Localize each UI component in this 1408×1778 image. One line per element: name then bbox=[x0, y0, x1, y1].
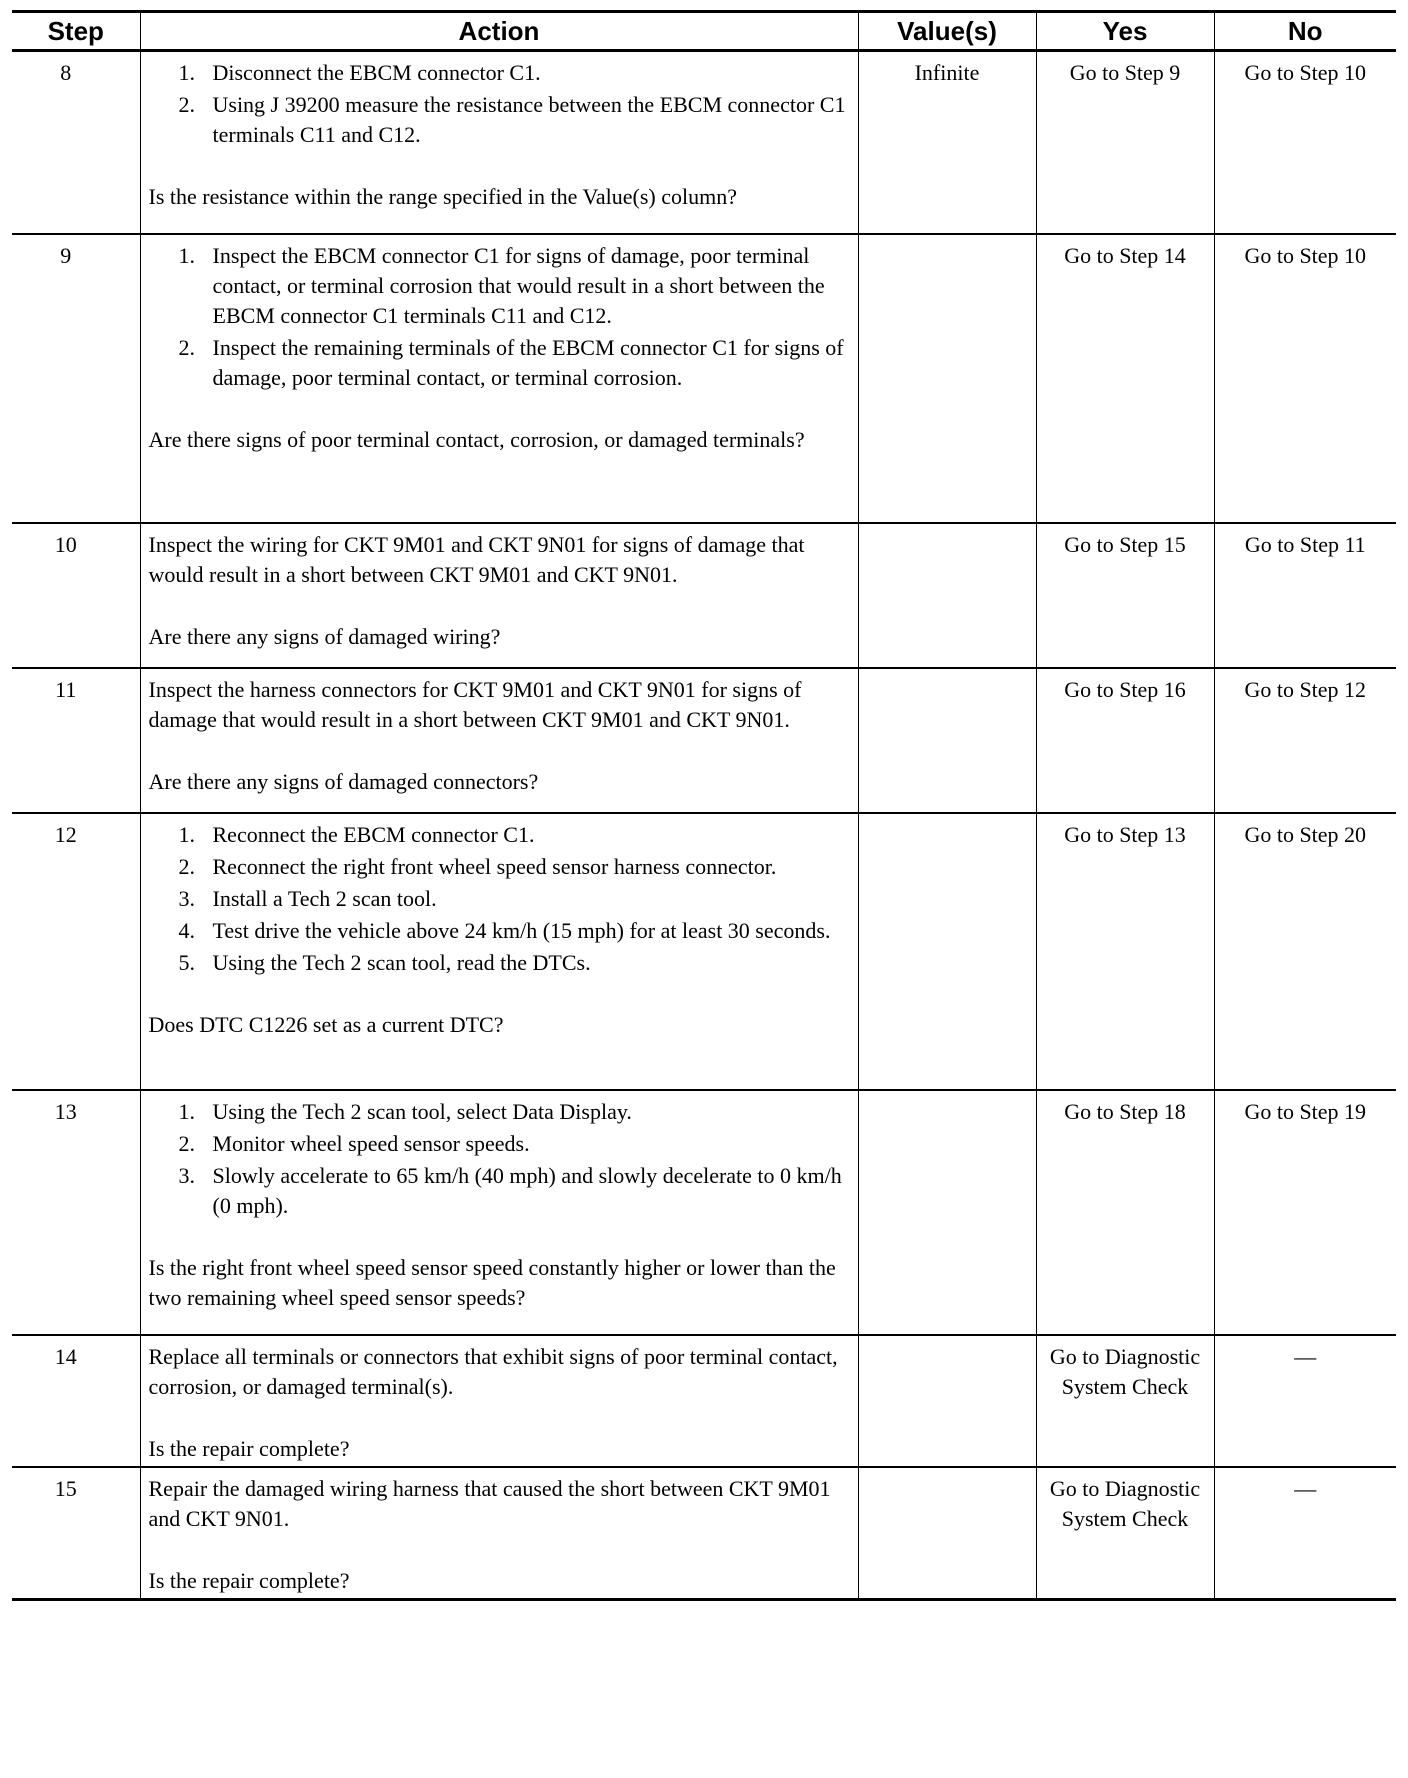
action-question: Is the repair complete? bbox=[148, 1567, 350, 1593]
list-item-text: Slowly accelerate to 65 km/h (40 mph) and slowly decelerate to 0 km/h (0 mph). bbox=[212, 1162, 842, 1218]
action-cell bbox=[140, 1467, 858, 1600]
action-steps-list bbox=[149, 241, 850, 393]
step-number: 10 bbox=[12, 523, 140, 668]
action-cell bbox=[140, 668, 858, 813]
step-number: 11 bbox=[12, 668, 140, 813]
header-yes: Yes bbox=[1036, 12, 1214, 51]
list-item-text: Using J 39200 measure the resistance between the EBCM connector C1 terminals C11 and C12. bbox=[212, 92, 846, 147]
list-item-text: Using the Tech 2 scan tool, read the DTCs. bbox=[212, 949, 591, 975]
yes-cell: Go to Step 16 bbox=[1036, 668, 1214, 813]
list-item-number: 1. bbox=[178, 242, 195, 268]
list-item-text: Test drive the vehicle above 24 km/h (15 mph) for at least 30 seconds. bbox=[212, 917, 831, 943]
yes-cell: Go to Step 18 bbox=[1036, 1090, 1214, 1335]
action-question: Is the right front wheel speed sensor speed constantly higher or lower than the two remaining wheel speed sensor speeds? bbox=[148, 1254, 836, 1310]
list-item-text: Reconnect the right front wheel speed sensor harness connector. bbox=[212, 853, 777, 879]
yes-cell: Go to Step 13 bbox=[1036, 813, 1214, 1090]
step-number: 13 bbox=[12, 1090, 140, 1335]
list-item bbox=[178, 1161, 850, 1221]
list-item bbox=[178, 333, 850, 393]
table-row bbox=[12, 813, 1396, 1090]
no-cell: Go to Step 12 bbox=[1214, 668, 1396, 813]
action-question: Are there signs of poor terminal contact, corrosion, or damaged terminals? bbox=[148, 426, 805, 452]
step-number: 15 bbox=[12, 1467, 140, 1600]
header-step: Step bbox=[12, 12, 140, 51]
list-item bbox=[178, 1097, 850, 1127]
table-row bbox=[12, 51, 1396, 234]
list-item-number: 1. bbox=[178, 821, 195, 847]
list-item bbox=[178, 820, 850, 850]
action-text: Inspect the wiring for CKT 9M01 and CKT 9N01 for signs of damage that would result in a short between CKT 9M01 and CKT 9N01. bbox=[148, 531, 805, 587]
value-cell bbox=[858, 813, 1036, 1090]
action-text: Replace all terminals or connectors that exhibit signs of poor terminal contact, corrosion, or damaged terminal(s). bbox=[148, 1343, 838, 1399]
list-item-number: 1. bbox=[178, 60, 195, 85]
action-cell bbox=[140, 813, 858, 1090]
list-item-number: 5. bbox=[178, 949, 195, 975]
yes-cell: Go to Diagnostic System Check bbox=[1036, 1335, 1214, 1467]
yes-cell: Go to Diagnostic System Check bbox=[1036, 1467, 1214, 1600]
list-item-text: Reconnect the EBCM connector C1. bbox=[212, 821, 535, 847]
list-item bbox=[178, 90, 850, 150]
action-text: Repair the damaged wiring harness that caused the short between CKT 9M01 and CKT 9N01. bbox=[148, 1475, 831, 1531]
step-number: 9 bbox=[12, 234, 140, 523]
yes-cell: Go to Step 9 bbox=[1036, 51, 1214, 234]
list-item-number: 2. bbox=[178, 334, 195, 360]
list-item-number: 3. bbox=[178, 1162, 195, 1188]
action-cell bbox=[140, 1090, 858, 1335]
list-item-number: 1. bbox=[178, 1098, 195, 1124]
list-item-number: 2. bbox=[178, 853, 195, 879]
action-question: Is the resistance within the range specified in the Value(s) column? bbox=[148, 184, 738, 209]
list-item bbox=[178, 916, 850, 946]
header-no: No bbox=[1214, 12, 1396, 51]
no-cell: — bbox=[1214, 1335, 1396, 1467]
list-item bbox=[178, 58, 850, 88]
action-cell bbox=[140, 523, 858, 668]
yes-cell: Go to Step 15 bbox=[1036, 523, 1214, 668]
list-item bbox=[178, 1129, 850, 1159]
no-cell: Go to Step 10 bbox=[1214, 234, 1396, 523]
action-question: Are there any signs of damaged connectors? bbox=[148, 768, 539, 794]
table-row bbox=[12, 234, 1396, 523]
list-item bbox=[178, 948, 850, 978]
diagnostic-table bbox=[12, 10, 1396, 1601]
no-cell: Go to Step 10 bbox=[1214, 51, 1396, 234]
table-row bbox=[12, 668, 1396, 813]
value-cell bbox=[858, 1090, 1036, 1335]
step-number: 8 bbox=[12, 51, 140, 234]
step-number: 14 bbox=[12, 1335, 140, 1467]
no-cell: — bbox=[1214, 1467, 1396, 1600]
no-cell: Go to Step 11 bbox=[1214, 523, 1396, 668]
action-cell bbox=[140, 51, 858, 234]
value-cell bbox=[858, 668, 1036, 813]
no-cell: Go to Step 20 bbox=[1214, 813, 1396, 1090]
yes-cell: Go to Step 14 bbox=[1036, 234, 1214, 523]
list-item-text: Using the Tech 2 scan tool, select Data Display. bbox=[212, 1098, 632, 1124]
value-cell: Infinite bbox=[858, 51, 1036, 234]
list-item-number: 2. bbox=[178, 92, 195, 117]
action-text: Inspect the harness connectors for CKT 9M01 and CKT 9N01 for signs of damage that would result in a short between CKT 9M01 and CKT 9N01. bbox=[148, 676, 802, 732]
list-item-number: 2. bbox=[178, 1130, 195, 1156]
list-item-text: Monitor wheel speed sensor speeds. bbox=[212, 1130, 530, 1156]
action-question: Is the repair complete? bbox=[148, 1435, 350, 1461]
table-row bbox=[12, 523, 1396, 668]
header-action: Action bbox=[140, 12, 858, 51]
list-item bbox=[178, 884, 850, 914]
table-row bbox=[12, 1467, 1396, 1600]
table-row bbox=[12, 1090, 1396, 1335]
action-cell bbox=[140, 1335, 858, 1467]
action-steps-list bbox=[149, 820, 850, 978]
action-question: Are there any signs of damaged wiring? bbox=[148, 623, 501, 649]
list-item-text: Inspect the EBCM connector C1 for signs of damage, poor terminal contact, or terminal corrosion that would result in a short between the EBCM connector C1 terminals C11 and C12. bbox=[212, 242, 825, 328]
action-cell bbox=[140, 234, 858, 523]
value-cell bbox=[858, 1335, 1036, 1467]
list-item-text: Inspect the remaining terminals of the EBCM connector C1 for signs of damage, poor terminal contact, or terminal corrosion. bbox=[212, 334, 844, 390]
list-item-number: 3. bbox=[178, 885, 195, 911]
action-steps-list bbox=[149, 1097, 850, 1221]
action-question: Does DTC C1226 set as a current DTC? bbox=[148, 1011, 504, 1037]
no-cell: Go to Step 19 bbox=[1214, 1090, 1396, 1335]
action-steps-list bbox=[149, 58, 850, 150]
value-cell bbox=[858, 523, 1036, 668]
list-item-text: Install a Tech 2 scan tool. bbox=[212, 885, 437, 911]
table-row bbox=[12, 1335, 1396, 1467]
value-cell bbox=[858, 234, 1036, 523]
header-value: Value(s) bbox=[858, 12, 1036, 51]
list-item bbox=[178, 241, 850, 331]
value-cell bbox=[858, 1467, 1036, 1600]
step-number: 12 bbox=[12, 813, 140, 1090]
list-item bbox=[178, 852, 850, 882]
list-item-number: 4. bbox=[178, 917, 195, 943]
list-item-text: Disconnect the EBCM connector C1. bbox=[212, 60, 541, 85]
header-row bbox=[12, 12, 1396, 51]
